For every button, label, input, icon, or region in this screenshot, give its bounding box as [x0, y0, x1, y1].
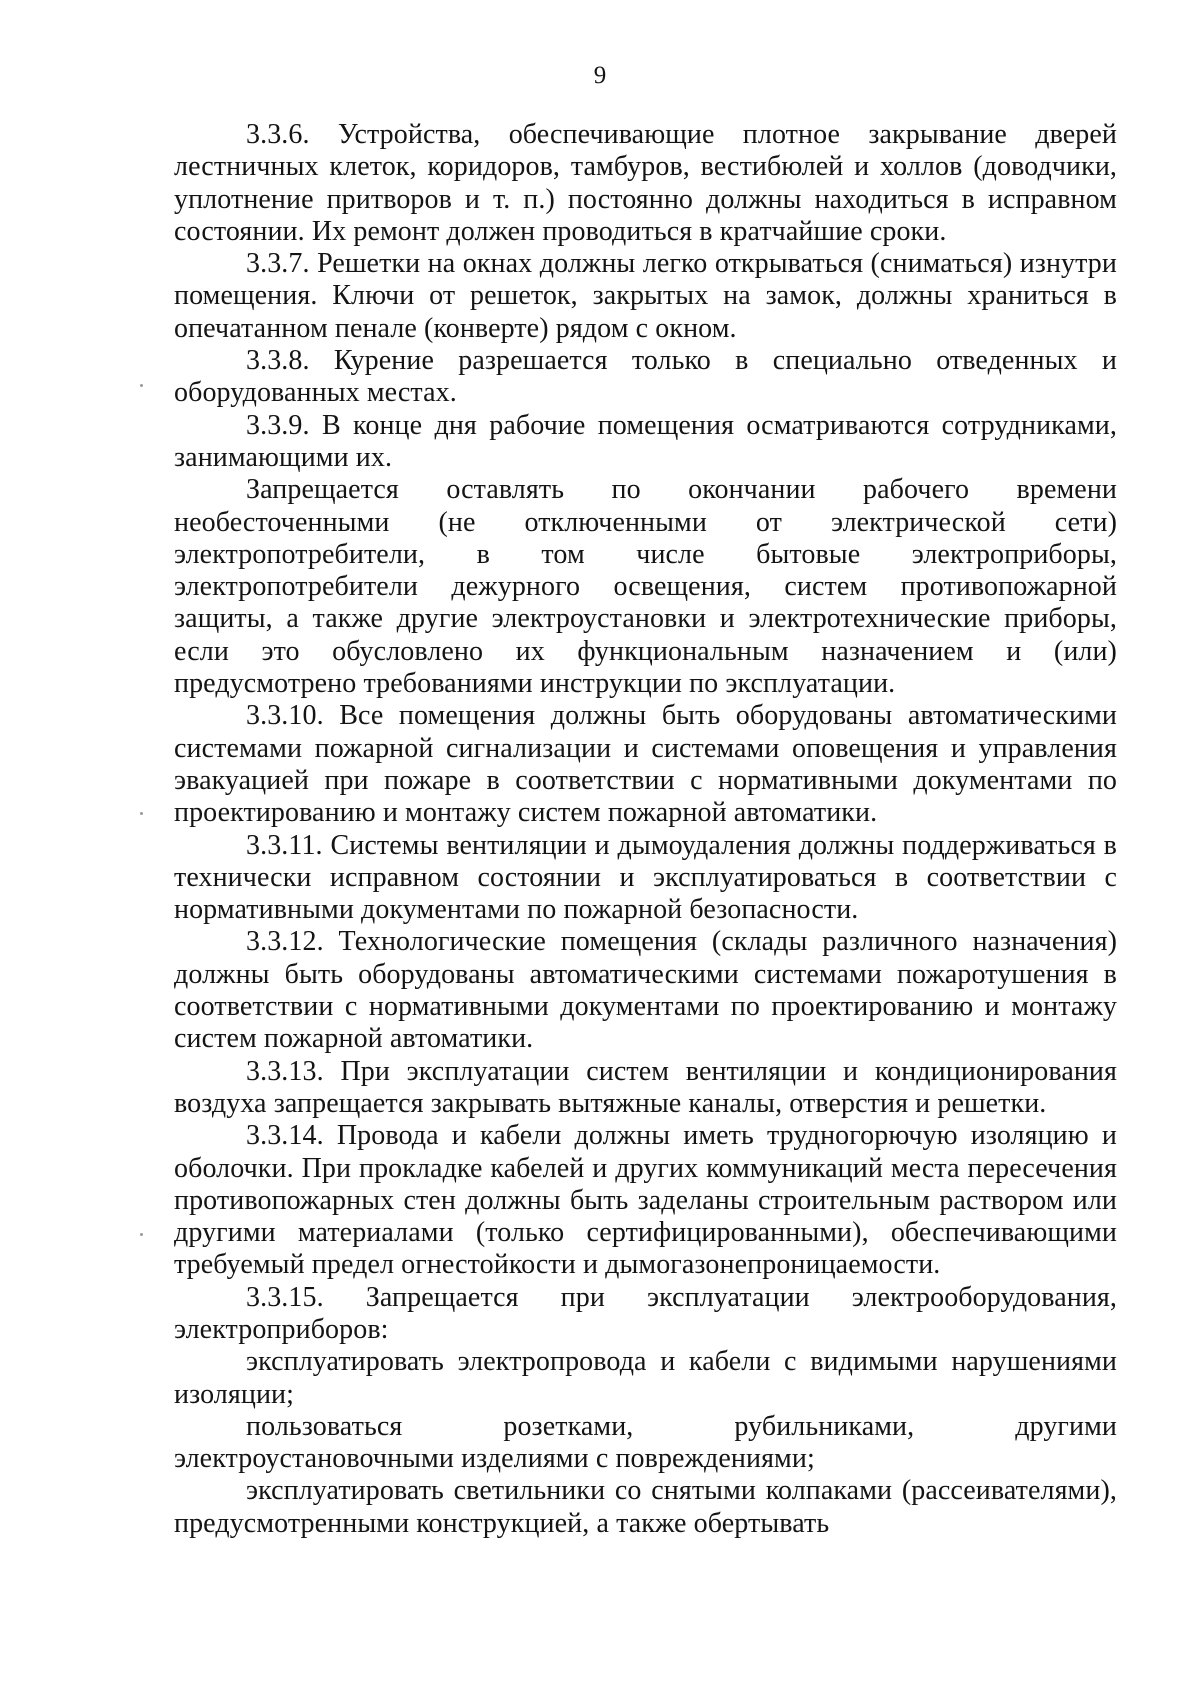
- list-item-lamps: эксплуатировать светильники со снятыми колпаками (рассеивателями), предусмотренными конструкцией, а также обертывать: [174, 1475, 1117, 1539]
- paragraph-prohibition: Запрещается оставлять по окончании рабочего времени необесточенными (не отключенными от электрической сети) электропотребители, в том числе бытовые электроприборы, электропотребители дежурного освещения, систем противопожарной защиты, а также другие электроустановки и электротехнические приборы, если это обусловлено их функциональным назначением и (или) предусмотрено требованиями инструкции по эксплуатации.: [174, 474, 1117, 700]
- margin-mark: [140, 812, 143, 815]
- paragraph-3-3-8: 3.3.8. Курение разрешается только в специально отведенных и оборудованных местах.: [174, 345, 1117, 409]
- paragraph-3-3-6: 3.3.6. Устройства, обеспечивающие плотное закрывание дверей лестничных клеток, коридоров, тамбуров, вестибюлей и холлов (доводчики, уплотнение притворов и т. п.) постоянно должны находиться в исправном состоянии. Их ремонт должен проводиться в кратчайшие сроки.: [174, 119, 1117, 247]
- page-number: 9: [593, 62, 607, 89]
- paragraph-3-3-15: 3.3.15. Запрещается при эксплуатации электрооборудования, электроприборов:: [174, 1281, 1117, 1345]
- list-item-wires: эксплуатировать электропровода и кабели с видимыми нарушениями изоляции;: [174, 1346, 1117, 1410]
- paragraph-3-3-10: 3.3.10. Все помещения должны быть оборудованы автоматическими системами пожарной сигнализации и системами оповещения и управления эвакуацией при пожаре в соответствии с нормативными документами по проектированию и монтажу систем пожарной автоматики.: [174, 700, 1117, 829]
- list-item-sockets: пользоваться розетками, рубильниками, другими электроустановочными изделиями с повреждениями;: [174, 1410, 1117, 1475]
- margin-mark: [140, 384, 143, 387]
- document-body: [174, 119, 1117, 1540]
- paragraph-3-3-11: 3.3.11. Системы вентиляции и дымоудаления должны поддерживаться в технически исправном состоянии и эксплуатироваться в соответствии с нормативными документами по пожарной безопасности.: [174, 829, 1117, 926]
- paragraph-3-3-9: 3.3.9. В конце дня рабочие помещения осматриваются сотрудниками, занимающими их.: [174, 409, 1117, 473]
- paragraph-3-3-7: 3.3.7. Решетки на окнах должны легко открываться (сниматься) изнутри помещения. Ключи от решеток, закрытых на замок, должны храниться в опечатанном пенале (конверте) рядом с окном.: [174, 248, 1117, 344]
- margin-mark: [140, 1233, 143, 1236]
- paragraph-3-3-14: 3.3.14. Провода и кабели должны иметь трудногорючую изоляцию и оболочки. При прокладке кабелей и других коммуникаций места пересечения противопожарных стен должны быть заделаны строительным раствором или другими материалами (только сертифицированными), обеспечивающими требуемый предел огнестойкости и дымогазонепроницаемости.: [174, 1120, 1117, 1281]
- paragraph-3-3-13: 3.3.13. При эксплуатации систем вентиляции и кондиционирования воздуха запрещается закрывать вытяжные каналы, отверстия и решетки.: [174, 1055, 1117, 1119]
- paragraph-3-3-12: 3.3.12. Технологические помещения (склады различного назначения) должны быть оборудованы автоматическими системами пожаротушения в соответствии с нормативными документами по проектированию и монтажу систем пожарной автоматики.: [174, 926, 1117, 1055]
